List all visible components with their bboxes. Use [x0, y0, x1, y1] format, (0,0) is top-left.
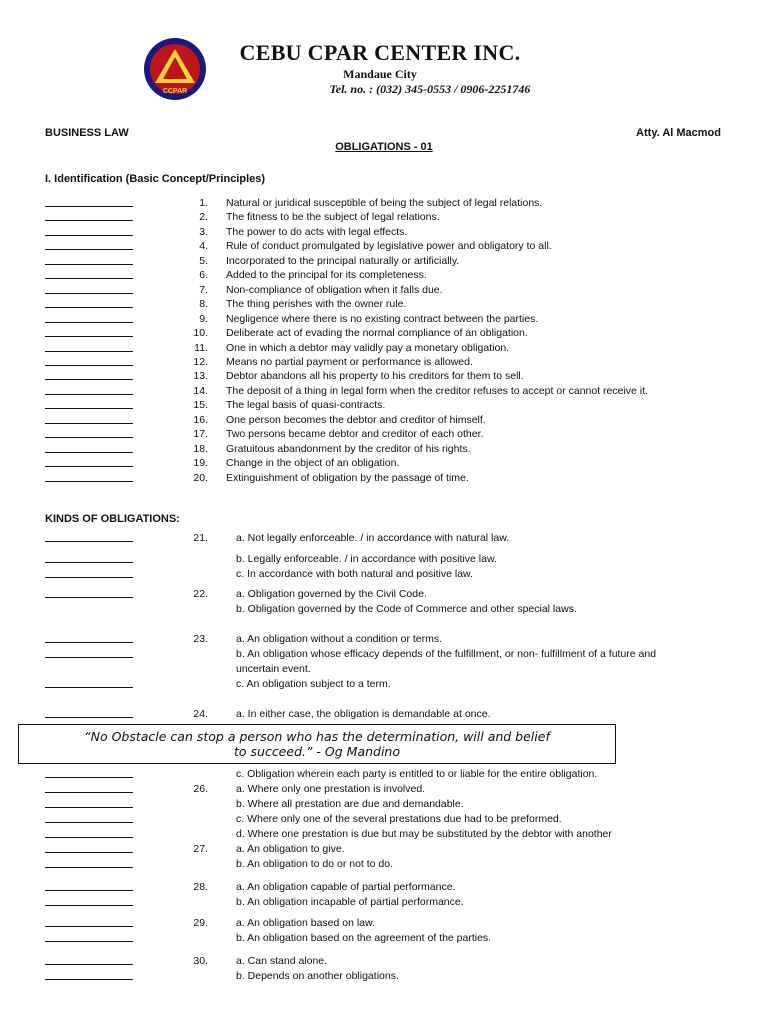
- svg-text:CCPAR: CCPAR: [162, 88, 188, 95]
- item-number: 18.: [193, 443, 208, 455]
- answer-blank[interactable]: [45, 827, 133, 838]
- item-number: 4.: [199, 240, 208, 252]
- identification-item-row: [0, 427, 768, 441]
- item-text: uncertain event.: [236, 663, 311, 675]
- obligation-kind-row: [0, 567, 768, 581]
- quote-box: [18, 724, 616, 764]
- answer-blank[interactable]: [45, 916, 133, 927]
- worksheet-title: OBLIGATIONS - 01: [335, 141, 433, 153]
- identification-item-row: [0, 471, 768, 485]
- item-text: c. An obligation subject to a term.: [236, 678, 391, 690]
- identification-item-row: [0, 369, 768, 383]
- answer-blank[interactable]: [45, 767, 133, 778]
- item-text: a. An obligation capable of partial performance.: [236, 881, 456, 893]
- company-logo: [143, 37, 207, 101]
- obligation-kind-row: [0, 552, 768, 566]
- answer-blank[interactable]: [45, 196, 133, 207]
- item-number: 10.: [193, 327, 208, 339]
- obligation-kind-row: [0, 797, 768, 811]
- item-text: One in which a debtor may validly pay a monetary obligation.: [226, 342, 510, 354]
- identification-item-row: [0, 254, 768, 268]
- item-text: The legal basis of quasi-contracts.: [226, 399, 386, 411]
- answer-blank[interactable]: [45, 239, 133, 250]
- item-number: 7.: [199, 284, 208, 296]
- answer-blank[interactable]: [45, 707, 133, 718]
- answer-blank[interactable]: [45, 413, 133, 424]
- item-number: 28.: [193, 881, 208, 893]
- item-number: 14.: [193, 385, 208, 397]
- item-number: 22.: [193, 588, 208, 600]
- obligation-kind-row: [0, 587, 768, 601]
- answer-blank[interactable]: [45, 931, 133, 942]
- item-text: b. An obligation to do or not to do.: [236, 858, 394, 870]
- identification-item-row: [0, 312, 768, 326]
- item-number: 23.: [193, 633, 208, 645]
- identification-item-row: [0, 398, 768, 412]
- item-text: Non-compliance of obligation when it falls due.: [226, 284, 443, 296]
- answer-blank[interactable]: [45, 954, 133, 965]
- item-text: b. Legally enforceable. / in accordance with positive law.: [236, 553, 497, 565]
- answer-blank[interactable]: [45, 471, 133, 482]
- answer-blank[interactable]: [45, 312, 133, 323]
- obligation-kind-row: [0, 842, 768, 856]
- identification-item-row: [0, 283, 768, 297]
- item-number: 30.: [193, 955, 208, 967]
- item-text: a. In either case, the obligation is demandable at once.: [236, 708, 491, 720]
- answer-blank[interactable]: [45, 355, 133, 366]
- item-text: c. In accordance with both natural and positive law.: [236, 568, 473, 580]
- identification-item-row: [0, 413, 768, 427]
- obligation-kind-row: [0, 767, 768, 781]
- item-text: c. Where only one of the several prestations due had to be preformed.: [236, 813, 562, 825]
- answer-blank[interactable]: [45, 677, 133, 688]
- quote-text: [19, 729, 615, 759]
- item-number: 21.: [193, 532, 208, 544]
- item-text: Debtor abandons all his property to his creditors for them to sell.: [226, 370, 524, 382]
- answer-blank[interactable]: [45, 531, 133, 542]
- item-number: 2.: [199, 211, 208, 223]
- item-number: 26.: [193, 783, 208, 795]
- item-text: Negligence where there is no existing contract between the parties.: [226, 313, 539, 325]
- item-number: 29.: [193, 917, 208, 929]
- answer-blank[interactable]: [45, 842, 133, 853]
- obligation-kind-row: [0, 857, 768, 871]
- item-number: 13.: [193, 370, 208, 382]
- answer-blank[interactable]: [45, 880, 133, 891]
- answer-blank[interactable]: [45, 587, 133, 598]
- section-2-heading: KINDS OF OBLIGATIONS:: [45, 513, 180, 525]
- item-number: 11.: [194, 342, 208, 354]
- answer-blank[interactable]: [45, 210, 133, 221]
- obligation-kind-row: [0, 531, 768, 545]
- answer-blank[interactable]: [45, 384, 133, 395]
- answer-blank[interactable]: [45, 442, 133, 453]
- quote-line-2: to succeed.” - Og Mandino: [233, 744, 400, 759]
- item-number: 6.: [199, 269, 208, 281]
- item-number: 27.: [193, 843, 208, 855]
- item-number: 15.: [193, 399, 208, 411]
- identification-item-row: [0, 384, 768, 398]
- item-text: b. Where all prestation are due and demandable.: [236, 798, 464, 810]
- answer-blank[interactable]: [45, 369, 133, 380]
- obligation-kind-row: [0, 931, 768, 945]
- answer-blank[interactable]: [45, 225, 133, 236]
- obligation-kind-row: [0, 916, 768, 930]
- item-text: The deposit of a thing in legal form when the creditor refuses to accept or cannot receive it.: [226, 385, 648, 397]
- identification-item-row: [0, 196, 768, 210]
- identification-item-row: [0, 210, 768, 224]
- obligation-kind-row: [0, 662, 768, 676]
- item-number: 1.: [199, 197, 208, 209]
- obligation-kind-row: [0, 880, 768, 894]
- item-text: a. An obligation without a condition or terms.: [236, 633, 443, 645]
- item-text: The power to do acts with legal effects.: [226, 226, 408, 238]
- item-text: b. Depends on another obligations.: [236, 970, 399, 982]
- answer-blank[interactable]: [45, 326, 133, 337]
- item-number: 5.: [199, 255, 208, 267]
- identification-item-row: [0, 326, 768, 340]
- item-text: d. Where one prestation is due but may be substituted by the debtor with another: [236, 828, 612, 840]
- item-text: Incorporated to the principal naturally or artificially.: [226, 255, 460, 267]
- identification-item-row: [0, 268, 768, 282]
- item-text: Extinguishment of obligation by the passage of time.: [226, 472, 469, 484]
- logo-emblem-icon: [143, 37, 207, 101]
- answer-blank[interactable]: [45, 398, 133, 409]
- item-text: The fitness to be the subject of legal relations.: [226, 211, 440, 223]
- item-text: a. Can stand alone.: [236, 955, 328, 967]
- answer-blank[interactable]: [45, 567, 133, 578]
- answer-blank[interactable]: [45, 297, 133, 308]
- quote-line-1: “No Obstacle can stop a person who has the determination, will and belief: [84, 729, 550, 744]
- answer-blank[interactable]: [45, 552, 133, 563]
- item-text: a. Not legally enforceable. / in accordance with natural law.: [236, 532, 510, 544]
- item-text: a. Where only one prestation is involved.: [236, 783, 426, 795]
- answer-blank[interactable]: [45, 895, 133, 906]
- answer-blank[interactable]: [45, 632, 133, 643]
- instructor-name: Atty. Al Macmod: [636, 127, 721, 139]
- answer-blank[interactable]: [45, 254, 133, 265]
- item-number: 20.: [193, 472, 208, 484]
- answer-blank[interactable]: [45, 782, 133, 793]
- item-text: b. An obligation whose efficacy depends of the fulfillment, or non- fulfillment of a future and: [236, 648, 657, 660]
- identification-item-row: [0, 341, 768, 355]
- obligation-kind-row: [0, 782, 768, 796]
- obligation-kind-row: [0, 677, 768, 691]
- section-1-heading: I. Identification (Basic Concept/Principles): [45, 173, 266, 185]
- item-text: a. Obligation governed by the Civil Code.: [236, 588, 427, 600]
- item-text: Added to the principal for its completeness.: [226, 269, 427, 281]
- answer-blank[interactable]: [45, 969, 133, 980]
- identification-item-row: [0, 239, 768, 253]
- obligation-kind-row: [0, 969, 768, 983]
- item-number: 8.: [199, 298, 208, 310]
- item-text: b. Obligation governed by the Code of Commerce and other special laws.: [236, 603, 577, 615]
- answer-blank[interactable]: [45, 647, 133, 658]
- item-text: Change in the object of an obligation.: [226, 457, 400, 469]
- identification-item-row: [0, 225, 768, 239]
- answer-blank[interactable]: [45, 456, 133, 467]
- company-telephone: Tel. no. : (032) 345-0553 / 0906-2251746: [329, 82, 531, 96]
- answer-blank[interactable]: [45, 427, 133, 438]
- item-text: b. An obligation incapable of partial performance.: [236, 896, 464, 908]
- identification-item-row: [0, 297, 768, 311]
- answer-blank[interactable]: [45, 341, 133, 352]
- item-text: b. An obligation based on the agreement of the parties.: [236, 932, 492, 944]
- obligation-kind-row: [0, 632, 768, 646]
- answer-blank[interactable]: [45, 812, 133, 823]
- item-text: Deliberate act of evading the normal compliance of an obligation.: [226, 327, 528, 339]
- company-city: Mandaue City: [343, 67, 417, 81]
- answer-blank[interactable]: [45, 283, 133, 294]
- item-text: The thing perishes with the owner rule.: [226, 298, 407, 310]
- item-number: 9.: [199, 313, 208, 325]
- item-number: 16.: [193, 414, 208, 426]
- item-text: Rule of conduct promulgated by legislative power and obligatory to all.: [226, 240, 552, 252]
- identification-item-row: [0, 355, 768, 369]
- item-number: 17.: [193, 428, 208, 440]
- item-number: 24.: [193, 708, 208, 720]
- obligation-kind-row: [0, 954, 768, 968]
- item-text: Gratuitous abandonment by the creditor of his rights.: [226, 443, 471, 455]
- identification-item-row: [0, 456, 768, 470]
- answer-blank[interactable]: [45, 797, 133, 808]
- item-text: c. Obligation wherein each party is entitled to or liable for the entire obligation.: [236, 768, 598, 780]
- answer-blank[interactable]: [45, 857, 133, 868]
- subject-label: BUSINESS LAW: [45, 127, 129, 139]
- item-number: 12.: [193, 356, 208, 368]
- obligation-kind-row: [0, 827, 768, 841]
- item-number: 3.: [199, 226, 208, 238]
- obligation-kind-row: [0, 895, 768, 909]
- item-text: a. An obligation to give.: [236, 843, 345, 855]
- identification-item-row: [0, 442, 768, 456]
- company-title: CEBU CPAR CENTER INC.: [239, 40, 521, 65]
- answer-blank[interactable]: [45, 268, 133, 279]
- item-number: 19.: [193, 457, 208, 469]
- item-text: One person becomes the debtor and creditor of himself.: [226, 414, 486, 426]
- obligation-kind-row: [0, 707, 768, 721]
- obligation-kind-row: [0, 647, 768, 661]
- obligation-kind-row: [0, 812, 768, 826]
- item-text: Means no partial payment or performance is allowed.: [226, 356, 473, 368]
- item-text: Natural or juridical susceptible of being the subject of legal relations.: [226, 197, 543, 209]
- item-text: a. An obligation based on law.: [236, 917, 375, 929]
- obligation-kind-row: [0, 602, 768, 616]
- item-text: Two persons became debtor and creditor of each other.: [226, 428, 484, 440]
